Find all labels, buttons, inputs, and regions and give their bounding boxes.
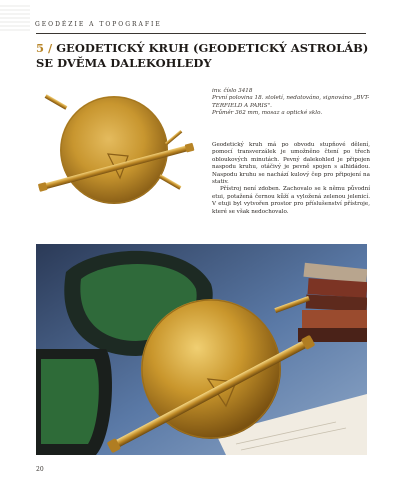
description — [212, 142, 370, 216]
instrument-photo — [36, 84, 206, 209]
origin-note: První polovina 18. století, nedatováno, signováno „BVT-TERFIELD A PARIS". — [212, 95, 370, 109]
page-title — [36, 41, 371, 71]
inventory-number: inv. číslo 3418 — [212, 88, 253, 94]
dimensions-note: Průměr 362 mm, mosaz a optické sklo. — [212, 110, 323, 117]
instrument-with-case-photo — [36, 244, 367, 455]
page-header — [0, 0, 409, 46]
object-metadata — [212, 88, 372, 118]
header-rule — [36, 33, 366, 34]
section-title: GEODÉZIE A TOPOGRAFIE — [35, 21, 162, 28]
paragraph: Geodetický kruh má po obvodu stupňové dělení, pomocí transverzálek je umožněno čtení po třech obloukových minutách. Pevný dalekohled je připojen naspodu kruhu, otáčivý je pevně spojen s alhidádou. Naspodu kruhu se nachází kulový čep pro připojení na stativ. — [212, 142, 370, 186]
title-text: GEODETICKÝ KRUH (GEODETICKÝ ASTROLÁB) SE DVĚMA DALEKOHLEDY — [36, 41, 369, 70]
decorative-lines — [0, 0, 32, 40]
page-number: 20 — [36, 466, 44, 473]
paragraph: Přístroj není zdoben. Zachovalo se k němu původní etui, potažená černou kůží a vyložená zelenou jelenicí. V etuji byl vytvořen prostor pro příslušenství přístroje, které se však nedochovalo. — [212, 186, 370, 215]
title-number: 5 / — [36, 41, 53, 55]
